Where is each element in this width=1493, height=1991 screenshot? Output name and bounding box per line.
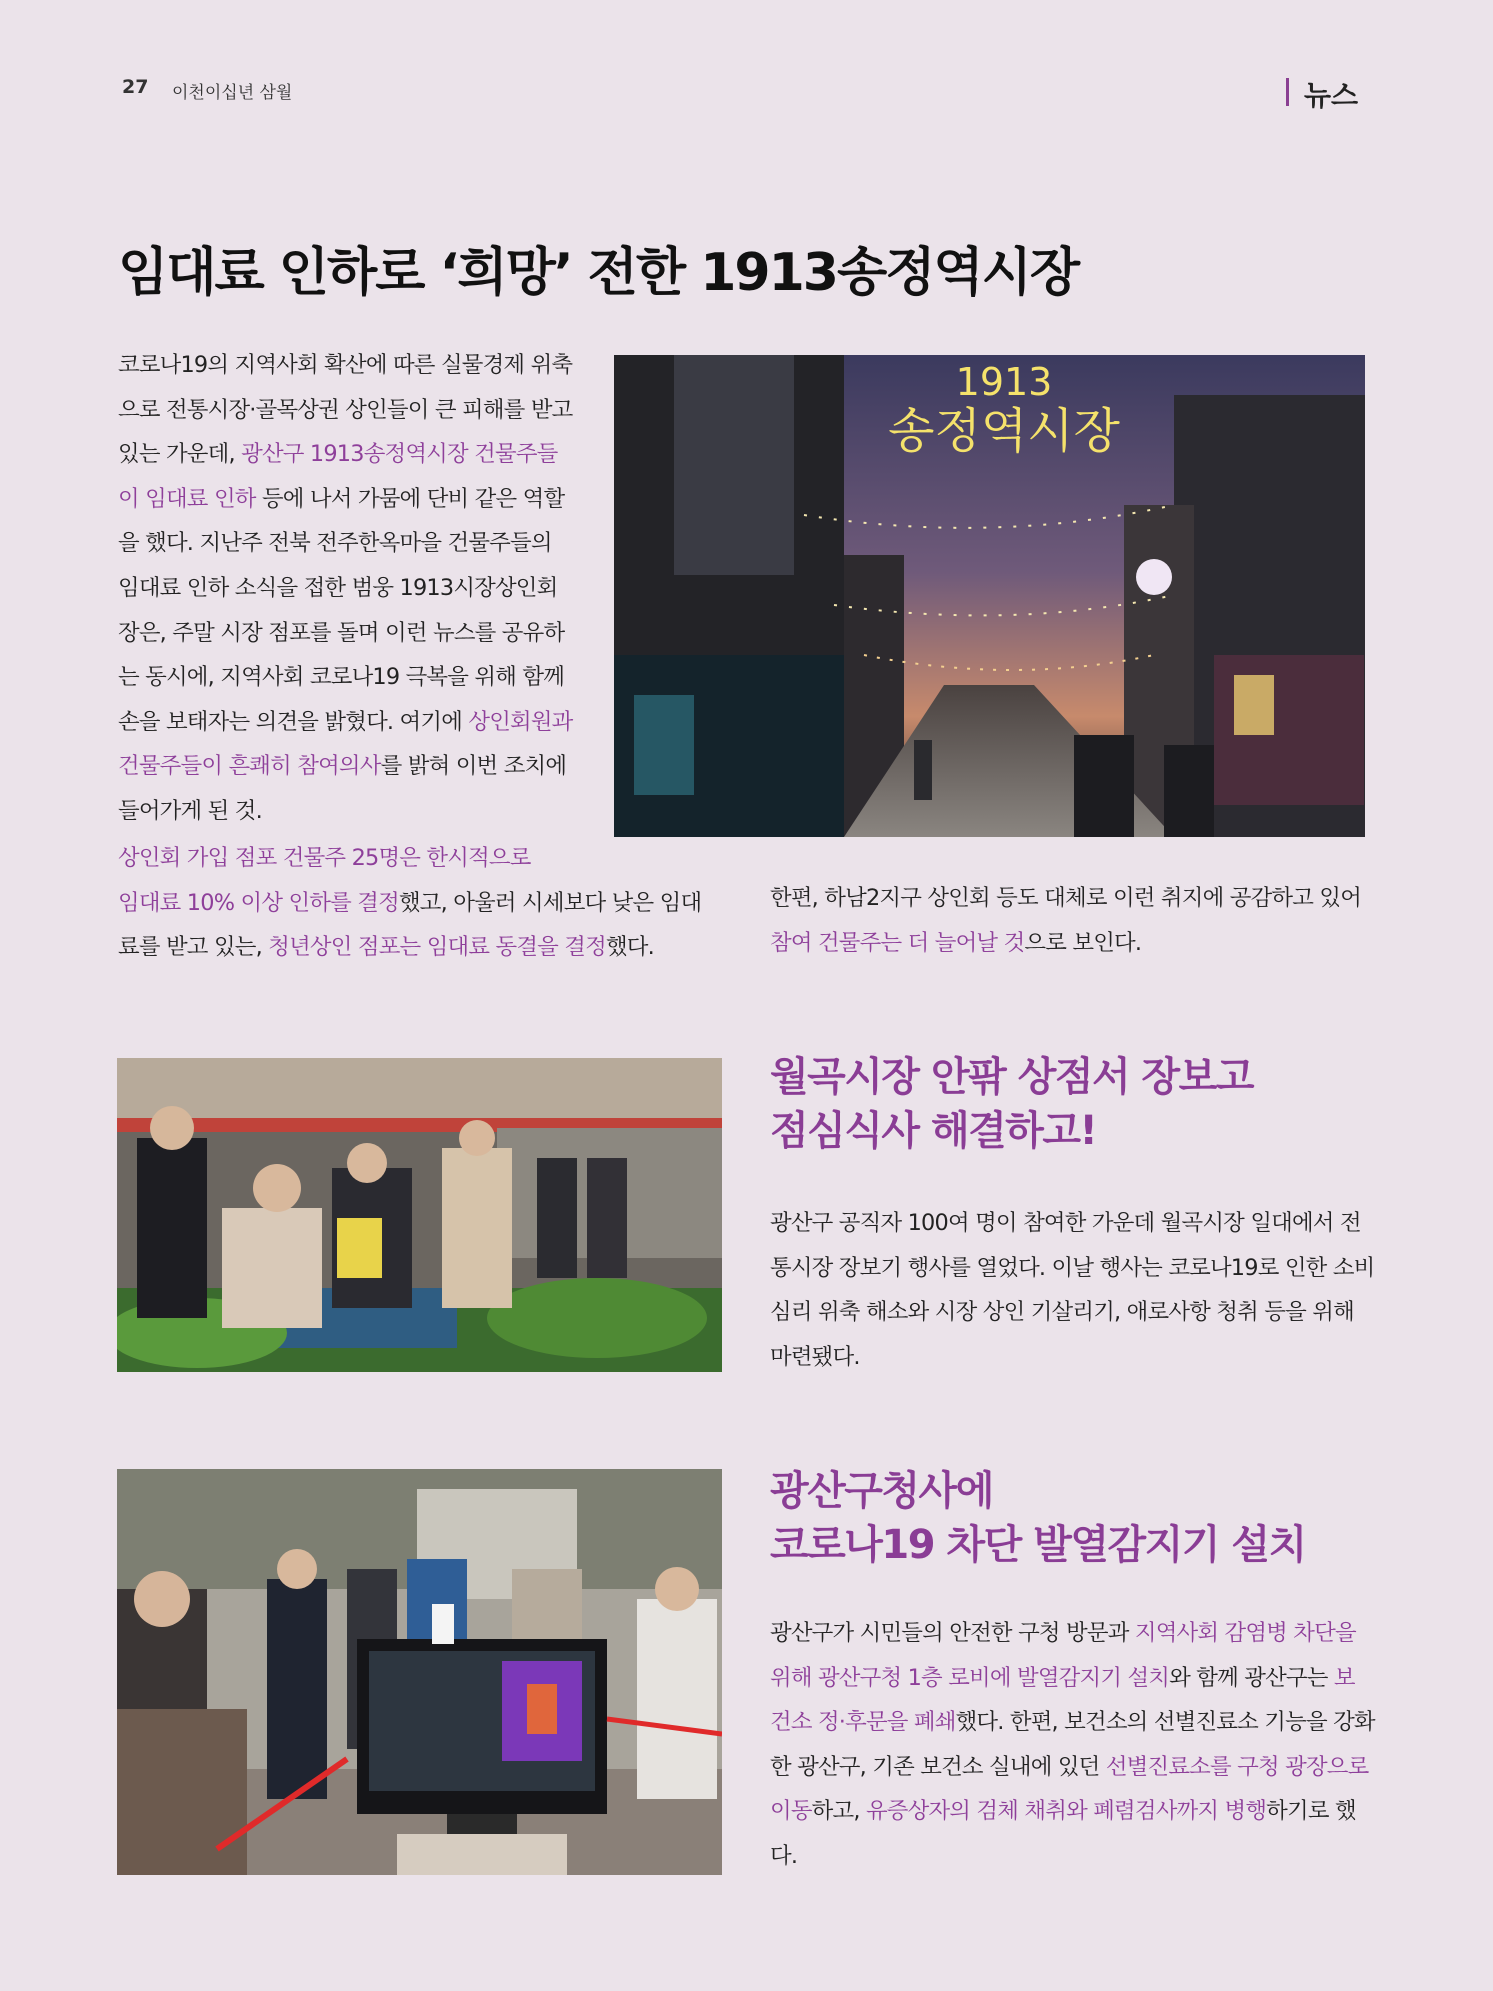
body-text: 했고, 아울러 시세보다 낮은 임대료를 받고 있는, xyxy=(118,889,702,961)
article-title: 임대료 인하로 ‘희망’ 전한 1913송정역시장 xyxy=(118,243,1079,303)
highlighted-text: 상인회원과 건물주들이 흔쾌히 참여의사 xyxy=(118,708,573,780)
highlighted-text: 상인회 가입 점포 건물주 25명은 한시적으로 xyxy=(118,845,531,871)
article1-paragraph-1 xyxy=(118,343,573,834)
body-text: 를 밝혀 이번 조치에 들어가게 된 것. xyxy=(118,753,567,824)
body-text: 등에 나서 가뭄에 단비 같은 역할을 했다. 지난주 전북 전주한옥마을 건물주들의 임대료 인하 소식을 접한 범웅 1913시장상인회장은, 주말 시장 점포를 돌며 이런 뉴스를 공유하는 동시에, 지역사회 코로나19 극복을 위해 함께 손을 보태자는 의견을 밝혔다. 여기에 xyxy=(118,485,565,735)
page-number: 27 xyxy=(122,76,149,98)
article2-title xyxy=(770,1050,1253,1158)
body-text: 하고, xyxy=(811,1798,866,1825)
highlighted-text: 유증상자의 검체 채취와 폐렴검사까지 병행 xyxy=(865,1798,1267,1825)
section-label: 뉴스 xyxy=(1304,79,1359,112)
sign-line-2: 송정역시장 xyxy=(888,403,1120,459)
section-divider xyxy=(1286,78,1289,106)
body-text: 했다. 한편, 보건소의 선별진료소 기능을 강화한 광산구, 기존 보건소 실내에 있던 xyxy=(770,1709,1375,1780)
sign-line-1: 1913 xyxy=(955,360,1053,404)
article3-title-line-1: 광산구청사에 xyxy=(770,1468,993,1514)
body-text: 광산구 공직자 100여 명이 참여한 가운데 월곡시장 일대에서 전통시장 장보기 행사를 열었다. 이날 행사는 코로나19로 인한 소비심리 위축 해소와 시장 상인 기살리기, 애로사항 청취 등을 위해 마련됐다. xyxy=(770,1210,1375,1370)
body-text: 광산구가 시민들의 안전한 구청 방문과 xyxy=(770,1620,1135,1646)
issue-date: 이천이십년 삼월 xyxy=(172,83,293,103)
highlighted-text: 청년상인 점포는 임대료 동결을 결정 xyxy=(268,934,606,961)
body-text: 와 함께 광산구는 xyxy=(1169,1664,1334,1691)
article2-paragraph xyxy=(770,1201,1375,1379)
market-night-photo xyxy=(614,355,1365,837)
article1-paragraph-2 xyxy=(118,836,718,970)
article3-paragraph xyxy=(770,1611,1375,1879)
highlighted-text: 지역사회 감염병 차단을 위해 광산구청 1층 로비에 발열감지기 설치 xyxy=(770,1620,1356,1691)
body-text: 코로나19의 지역사회 확산에 따른 실물경제 위축으로 전통시장·골목상권 상인들이 큰 피해를 받고 있는 가운데, xyxy=(118,352,573,468)
highlighted-text: 광산구 1913송정역시장 건물주들이 임대료 인하 xyxy=(118,441,558,512)
highlighted-text: 참여 건물주는 더 늘어날 것 xyxy=(770,929,1025,956)
body-text: 으로 보인다. xyxy=(1024,929,1142,956)
fever-detector-photo xyxy=(117,1469,722,1875)
highlighted-text: 보건소 정·후문을 폐쇄 xyxy=(770,1664,1355,1736)
article3-title xyxy=(770,1464,1306,1572)
body-text: 하기로 했다. xyxy=(770,1798,1356,1869)
body-text: 했다. xyxy=(605,934,654,961)
article2-title-line-2: 점심식사 해결하고! xyxy=(770,1108,1097,1154)
market-visit-photo xyxy=(117,1058,722,1372)
body-text: 한편, 하남2지구 상인회 등도 대체로 이런 취지에 공감하고 있어 xyxy=(770,885,1362,911)
article2-title-line-1: 월곡시장 안팎 상점서 장보고 xyxy=(770,1054,1253,1100)
highlighted-text: 선별진료소를 구청 광장으로 이동 xyxy=(770,1753,1369,1825)
highlighted-text: 임대료 10% 이상 인하를 결정 xyxy=(118,889,399,916)
article3-title-line-2: 코로나19 차단 발열감지기 설치 xyxy=(770,1522,1306,1568)
article1-paragraph-3 xyxy=(770,876,1375,965)
